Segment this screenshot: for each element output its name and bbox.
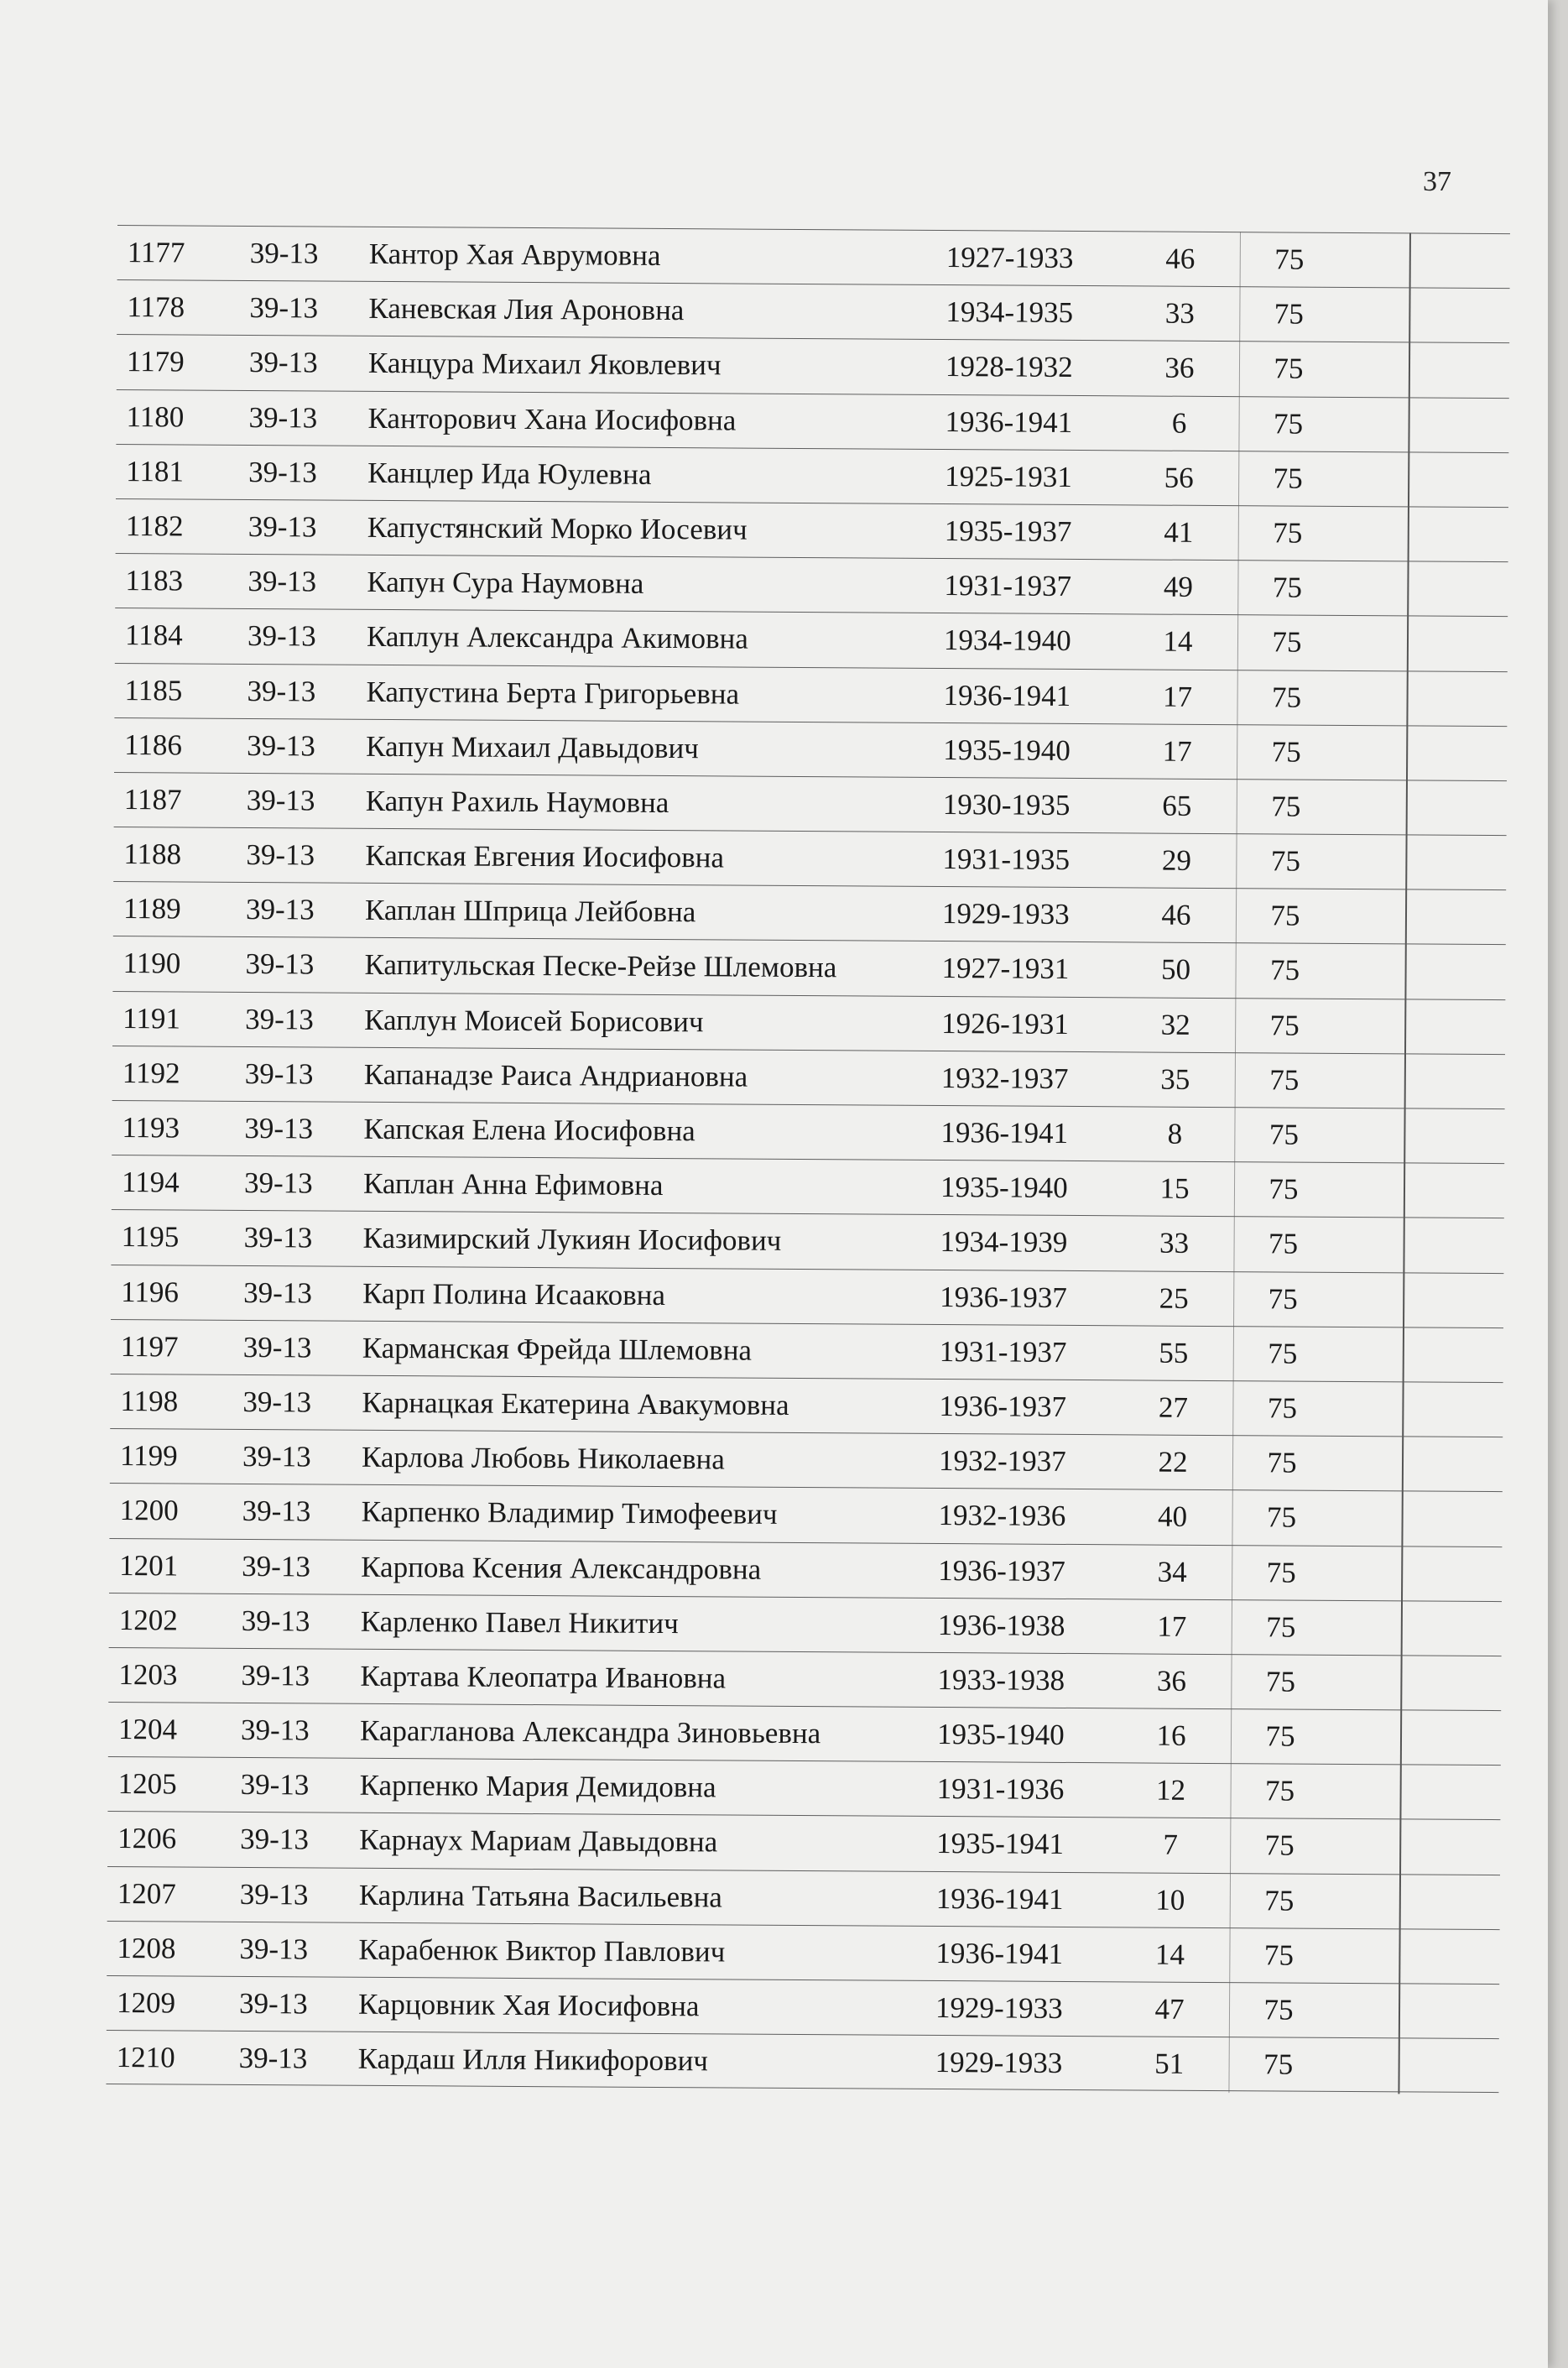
table-row (107, 1756, 1500, 1819)
fund-code: 39-13 (247, 619, 316, 653)
table-row (112, 1155, 1504, 1218)
fund-code: 39-13 (242, 1440, 311, 1473)
years-range: 1927-1931 (941, 952, 1070, 986)
person-name: Капустянский Морко Иосевич (367, 510, 748, 546)
storage-term: 75 (1274, 243, 1305, 276)
record-number: 1183 (125, 564, 184, 597)
fund-code: 39-13 (245, 947, 315, 981)
years-range: 1931-1937 (944, 569, 1072, 603)
record-number: 1210 (116, 2041, 175, 2074)
fund-code: 39-13 (246, 838, 315, 872)
person-name: Каплан Анна Ефимовна (362, 1166, 664, 1202)
table-row (113, 881, 1506, 944)
years-range: 1936-1941 (935, 1936, 1064, 1970)
sheet-count: 41 (1164, 515, 1194, 549)
record-number: 1204 (117, 1713, 178, 1746)
table-row (117, 225, 1510, 288)
storage-term: 75 (1270, 899, 1300, 932)
record-number: 1197 (120, 1329, 179, 1364)
register-table (106, 225, 1510, 2094)
table-row (114, 772, 1507, 835)
person-name: Кардаш Илля Никифорович (357, 2042, 709, 2078)
fund-code: 39-13 (246, 783, 315, 817)
sheet-count: 51 (1154, 2047, 1185, 2080)
person-name: Канторович Хана Иосифовна (367, 401, 737, 437)
fund-code: 39-13 (239, 1877, 309, 1912)
storage-term: 75 (1268, 1227, 1299, 1260)
person-name: Карнацкая Екатерина Авакумовна (362, 1385, 789, 1421)
fund-code: 39-13 (242, 1549, 311, 1583)
storage-term: 75 (1273, 406, 1304, 441)
record-number: 1194 (121, 1166, 180, 1199)
table-row (114, 717, 1507, 780)
record-number: 1178 (127, 290, 185, 324)
record-number: 1192 (122, 1056, 180, 1090)
storage-term: 75 (1268, 1337, 1298, 1370)
table-row (108, 1702, 1501, 1765)
person-name: Капанадзе Раиса Андриановна (363, 1057, 748, 1093)
storage-term: 75 (1269, 1063, 1300, 1097)
years-range: 1934-1939 (940, 1225, 1068, 1260)
sheet-count: 17 (1162, 680, 1193, 713)
years-range: 1933-1938 (937, 1662, 1065, 1697)
table-row (111, 1265, 1503, 1327)
years-range: 1936-1937 (938, 1553, 1065, 1588)
record-number: 1182 (125, 509, 184, 543)
record-number: 1202 (118, 1603, 178, 1637)
years-range: 1926-1931 (941, 1006, 1069, 1041)
sheet-count: 25 (1159, 1281, 1189, 1315)
sheet-count: 14 (1163, 624, 1193, 659)
storage-term: 75 (1265, 1719, 1295, 1753)
person-name: Карнаух Мариам Давыдовна (359, 1823, 718, 1859)
table-row (112, 1100, 1504, 1163)
years-range: 1935-1941 (936, 1827, 1065, 1861)
person-name: Карцовник Хая Иосифовна (357, 1987, 700, 2023)
record-number: 1181 (126, 454, 185, 488)
record-number: 1207 (117, 1876, 176, 1911)
fund-code: 39-13 (239, 1932, 309, 1966)
sheet-count: 8 (1167, 1117, 1183, 1150)
person-name: Карпова Ксения Александровна (361, 1550, 762, 1586)
table-body (106, 225, 1510, 2093)
table-row (115, 608, 1508, 670)
years-range: 1935-1940 (943, 733, 1071, 767)
table-row (109, 1593, 1502, 1656)
table-row (109, 1483, 1502, 1546)
table-row (112, 936, 1505, 999)
fund-code: 39-13 (249, 236, 319, 270)
sheet-count: 55 (1159, 1336, 1189, 1369)
record-number: 1206 (117, 1822, 177, 1855)
record-number: 1184 (124, 618, 183, 652)
record-number: 1180 (126, 399, 185, 434)
sheet-count: 56 (1164, 461, 1194, 494)
sheet-count: 15 (1159, 1171, 1190, 1206)
storage-term: 75 (1268, 1118, 1300, 1151)
storage-term: 75 (1266, 1500, 1297, 1534)
years-range: 1936-1941 (943, 678, 1071, 712)
years-range: 1930-1935 (942, 787, 1071, 821)
years-range: 1931-1937 (939, 1334, 1067, 1369)
storage-term: 75 (1269, 1009, 1300, 1042)
table-row (110, 1374, 1503, 1437)
record-number: 1208 (117, 1931, 176, 1965)
fund-code: 39-13 (248, 455, 317, 489)
storage-term: 75 (1273, 462, 1303, 495)
person-name: Капустина Берта Григорьевна (366, 675, 740, 711)
years-range: 1932-1936 (938, 1499, 1066, 1533)
storage-term: 75 (1264, 1828, 1295, 1863)
sheet-count: 34 (1157, 1555, 1187, 1588)
person-name: Капитульская Песке-Рейзе Шлемовна (364, 948, 837, 984)
storage-term: 75 (1272, 625, 1302, 659)
storage-term: 75 (1269, 953, 1300, 988)
person-name: Капская Евгения Иосифовна (365, 838, 725, 874)
years-range: 1936-1941 (940, 1116, 1069, 1150)
sheet-count: 22 (1158, 1445, 1188, 1479)
person-name: Картава Клеопатра Ивановна (360, 1659, 727, 1695)
years-range: 1929-1933 (935, 2046, 1063, 2080)
sheet-count: 36 (1164, 352, 1195, 385)
record-number: 1191 (122, 1001, 181, 1035)
years-range: 1928-1932 (945, 350, 1073, 384)
storage-term: 75 (1263, 1938, 1295, 1972)
years-range: 1932-1937 (940, 1061, 1069, 1095)
person-name: Карп Полина Исааковна (362, 1276, 666, 1312)
years-range: 1936-1937 (940, 1280, 1067, 1314)
sheet-count: 36 (1156, 1664, 1187, 1698)
table-row (117, 279, 1509, 342)
record-number: 1193 (122, 1111, 180, 1145)
person-name: Карпенко Владимир Тимофеевич (361, 1495, 778, 1531)
sheet-count: 10 (1155, 1883, 1185, 1917)
person-name: Капун Рахиль Наумовна (365, 784, 669, 819)
table-row (116, 498, 1508, 561)
storage-term: 75 (1268, 1281, 1298, 1316)
years-range: 1934-1940 (943, 623, 1071, 658)
fund-code: 39-13 (238, 2042, 308, 2075)
person-name: Карпенко Мария Демидовна (359, 1769, 716, 1804)
record-number: 1209 (116, 1986, 176, 2020)
table-row (112, 1046, 1505, 1108)
storage-term: 75 (1263, 1993, 1294, 2026)
sheet-count: 12 (1156, 1773, 1186, 1807)
storage-term: 75 (1267, 1446, 1297, 1479)
table-row (111, 1319, 1503, 1382)
years-range: 1925-1931 (945, 459, 1072, 493)
table-row (113, 827, 1506, 889)
sheet-count: 17 (1162, 734, 1192, 768)
record-number: 1187 (123, 782, 182, 816)
person-name: Канцлер Ида Юулевна (367, 456, 652, 491)
record-number: 1196 (121, 1275, 180, 1309)
fund-code: 39-13 (247, 728, 315, 763)
sheet-count: 7 (1163, 1828, 1179, 1862)
years-range: 1931-1935 (942, 842, 1071, 877)
fund-code: 39-13 (244, 1111, 314, 1145)
storage-term: 75 (1268, 1172, 1299, 1206)
person-name: Капун Сура Наумовна (367, 565, 644, 600)
record-number: 1190 (122, 947, 181, 980)
storage-term: 75 (1265, 1665, 1296, 1698)
fund-code: 39-13 (240, 1768, 310, 1802)
sheet-count: 29 (1161, 843, 1192, 877)
table-row (117, 334, 1509, 397)
sheet-count: 47 (1154, 1992, 1185, 2026)
record-number: 1188 (123, 837, 182, 871)
person-name: Кантор Хая Аврумовна (368, 237, 661, 272)
years-range: 1929-1933 (941, 897, 1070, 931)
person-name: Карлина Татьяна Васильевна (358, 1878, 723, 1914)
record-number: 1186 (124, 728, 183, 762)
storage-term: 75 (1270, 844, 1301, 878)
fund-code: 39-13 (241, 1604, 310, 1638)
person-name: Канцура Михаил Яковлевич (367, 347, 721, 382)
storage-term: 75 (1274, 352, 1304, 386)
record-number: 1185 (124, 673, 183, 707)
storage-term: 75 (1264, 1884, 1295, 1917)
person-name: Каплун Александра Акимовна (366, 620, 748, 655)
fund-code: 39-13 (244, 1056, 314, 1091)
sheet-count: 27 (1158, 1390, 1189, 1424)
storage-term: 75 (1267, 1391, 1298, 1425)
fund-code: 39-13 (248, 400, 318, 435)
table-row (110, 1428, 1503, 1491)
fund-code: 39-13 (247, 565, 317, 598)
sheet-count: 33 (1164, 296, 1195, 331)
record-number: 1200 (119, 1494, 179, 1527)
storage-term: 75 (1272, 571, 1303, 604)
years-range: 1929-1933 (935, 1990, 1063, 2025)
years-range: 1927-1933 (945, 241, 1074, 274)
person-name: Каплан Шприца Лейбовна (364, 894, 696, 929)
person-name: Капун Михаил Давыдович (366, 729, 699, 764)
fund-code: 39-13 (243, 1275, 313, 1310)
storage-term: 75 (1266, 1555, 1296, 1589)
table-row (112, 991, 1505, 1054)
sheet-count: 32 (1160, 1008, 1190, 1041)
fund-code: 39-13 (242, 1385, 312, 1419)
fund-code: 39-13 (243, 1221, 313, 1254)
person-name: Карлова Любовь Николаевна (361, 1440, 725, 1476)
fund-code: 39-13 (243, 1166, 313, 1200)
record-number: 1198 (120, 1384, 179, 1418)
fund-code: 39-13 (238, 1986, 308, 2021)
person-name: Карагланова Александра Зиновьевна (359, 1713, 821, 1750)
storage-term: 75 (1271, 735, 1301, 769)
record-number: 1177 (127, 236, 185, 269)
person-name: Казимирский Лукиян Иосифович (362, 1222, 782, 1258)
fund-code: 39-13 (242, 1494, 311, 1528)
table-row (115, 553, 1508, 616)
record-number: 1179 (126, 345, 185, 378)
table-row (107, 1811, 1500, 1874)
fund-code: 39-13 (248, 346, 318, 379)
fund-code: 39-13 (245, 1002, 314, 1036)
fund-code: 39-13 (245, 893, 315, 926)
page-number: 37 (1423, 166, 1451, 197)
person-name: Каплун Моисей Борисович (364, 1003, 704, 1038)
fund-code: 39-13 (242, 1330, 312, 1364)
years-range: 1932-1937 (938, 1444, 1066, 1479)
table-row (114, 662, 1507, 725)
fund-code: 39-13 (240, 1713, 310, 1747)
storage-term: 75 (1263, 2047, 1294, 2081)
sheet-count: 50 (1160, 953, 1191, 987)
sheet-count: 16 (1156, 1719, 1186, 1752)
sheet-count: 65 (1162, 789, 1192, 822)
storage-term: 75 (1274, 297, 1304, 331)
fund-code: 39-13 (240, 1823, 310, 1856)
years-range: 1936-1941 (935, 1881, 1064, 1916)
sheet-count: 33 (1159, 1226, 1190, 1260)
storage-term: 75 (1273, 516, 1303, 550)
sheet-count: 6 (1171, 406, 1187, 440)
years-range: 1935-1940 (940, 1171, 1068, 1205)
table-row (111, 1209, 1503, 1272)
fund-code: 39-13 (247, 674, 316, 707)
years-range: 1935-1937 (944, 514, 1072, 548)
person-name: Каневская Лия Ароновна (368, 292, 685, 327)
storage-term: 75 (1266, 1610, 1296, 1644)
storage-term: 75 (1265, 1774, 1295, 1807)
years-range: 1936-1941 (945, 404, 1073, 439)
table-row (107, 1866, 1500, 1929)
person-name: Капская Елена Иосифовна (363, 1112, 695, 1148)
table-row (106, 2030, 1498, 2093)
sheet-count: 49 (1163, 570, 1194, 603)
years-range: 1936-1938 (937, 1608, 1065, 1642)
sheet-count: 17 (1157, 1609, 1187, 1643)
person-name: Карманская Фрейда Шлемовна (362, 1331, 753, 1367)
sheet-count: 46 (1165, 242, 1196, 275)
record-number: 1199 (119, 1439, 178, 1473)
record-number: 1203 (118, 1657, 178, 1692)
table-row (116, 444, 1508, 507)
table-row (107, 1975, 1499, 2038)
years-range: 1931-1936 (936, 1772, 1065, 1807)
sheet-count: 35 (1160, 1062, 1190, 1096)
years-range: 1934-1935 (945, 295, 1074, 330)
table-row (107, 1921, 1499, 1984)
person-name: Карленко Павел Никитич (360, 1604, 679, 1640)
years-range: 1935-1940 (936, 1718, 1065, 1751)
table-row (116, 389, 1508, 452)
sheet-count: 40 (1158, 1500, 1188, 1534)
record-number: 1205 (117, 1767, 177, 1801)
years-range: 1936-1937 (939, 1389, 1067, 1423)
storage-term: 75 (1271, 790, 1301, 823)
record-number: 1195 (121, 1220, 180, 1254)
fund-code: 39-13 (249, 291, 319, 325)
fund-code: 39-13 (241, 1658, 310, 1693)
table-row (108, 1647, 1501, 1710)
fund-code: 39-13 (247, 509, 317, 544)
sheet-count: 46 (1161, 898, 1191, 932)
person-name: Карабенюк Виктор Павлович (358, 1932, 726, 1969)
storage-term: 75 (1271, 680, 1302, 714)
record-number: 1189 (122, 892, 181, 926)
record-number: 1201 (119, 1548, 179, 1582)
table-row (109, 1537, 1502, 1600)
sheet-count: 14 (1154, 1938, 1185, 1971)
